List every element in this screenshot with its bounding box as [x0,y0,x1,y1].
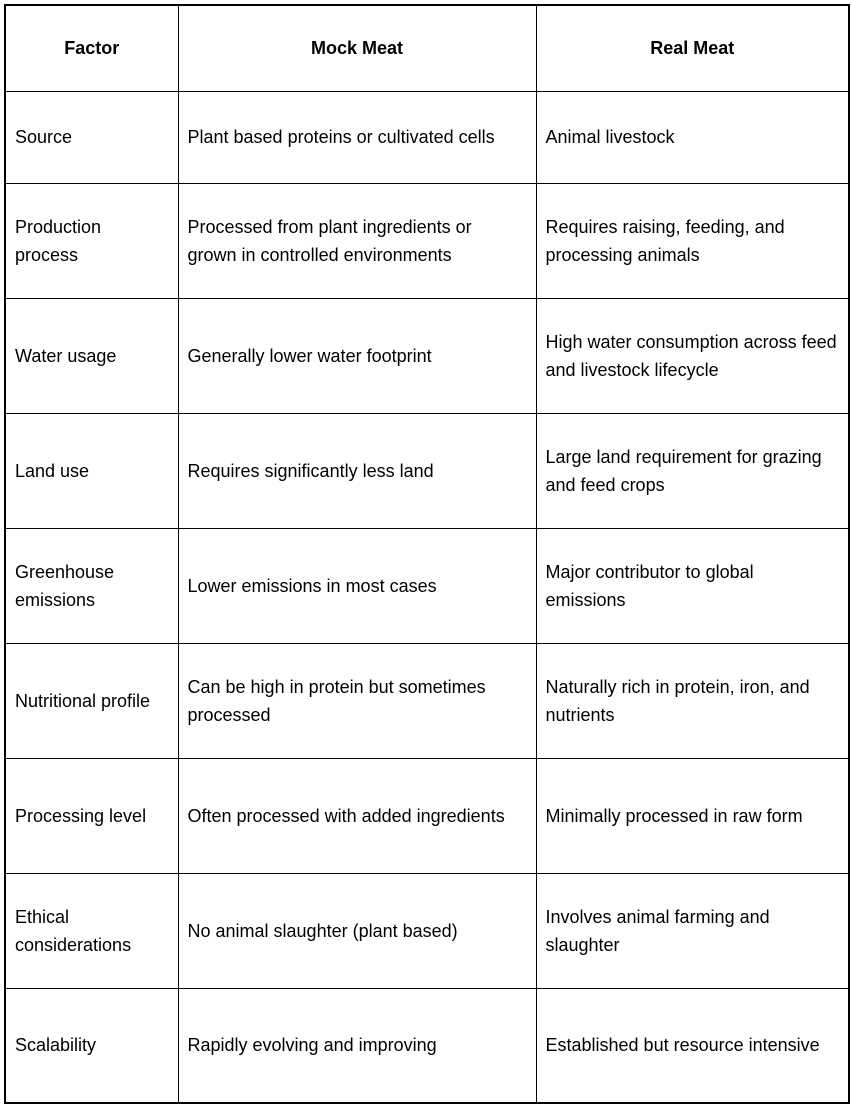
column-header-mock-meat: Mock Meat [178,5,536,91]
cell-factor: Production process [5,183,178,298]
table-row [5,298,849,413]
cell-mock-meat: Plant based proteins or cultivated cells [178,91,536,183]
cell-real-meat: Animal livestock [536,91,849,183]
cell-mock-meat: Generally lower water footprint [178,298,536,413]
cell-real-meat: Major contributor to global emissions [536,528,849,643]
table-row [5,758,849,873]
table-row [5,528,849,643]
comparison-table [4,4,850,1104]
cell-mock-meat: No animal slaughter (plant based) [178,873,536,988]
cell-real-meat: Large land requirement for grazing and feed crops [536,413,849,528]
cell-real-meat: High water consumption across feed and livestock lifecycle [536,298,849,413]
cell-factor: Nutritional profile [5,643,178,758]
table-row [5,643,849,758]
cell-factor: Ethical considerations [5,873,178,988]
cell-mock-meat: Often processed with added ingredients [178,758,536,873]
table-row [5,988,849,1103]
cell-mock-meat: Rapidly evolving and improving [178,988,536,1103]
table-row [5,873,849,988]
table-row [5,91,849,183]
cell-mock-meat: Lower emissions in most cases [178,528,536,643]
cell-factor: Source [5,91,178,183]
header-row [5,5,849,91]
table-row [5,183,849,298]
cell-real-meat: Minimally processed in raw form [536,758,849,873]
cell-real-meat: Naturally rich in protein, iron, and nutrients [536,643,849,758]
cell-mock-meat: Processed from plant ingredients or grown in controlled environments [178,183,536,298]
cell-real-meat: Established but resource intensive [536,988,849,1103]
cell-real-meat: Involves animal farming and slaughter [536,873,849,988]
cell-real-meat: Requires raising, feeding, and processing animals [536,183,849,298]
cell-mock-meat: Requires significantly less land [178,413,536,528]
cell-factor: Greenhouse emissions [5,528,178,643]
table-body [5,91,849,1103]
cell-factor: Scalability [5,988,178,1103]
table-header-row [5,5,849,91]
column-header-real-meat: Real Meat [536,5,849,91]
cell-factor: Water usage [5,298,178,413]
cell-mock-meat: Can be high in protein but sometimes processed [178,643,536,758]
column-header-factor: Factor [5,5,178,91]
cell-factor: Processing level [5,758,178,873]
table-row [5,413,849,528]
cell-factor: Land use [5,413,178,528]
